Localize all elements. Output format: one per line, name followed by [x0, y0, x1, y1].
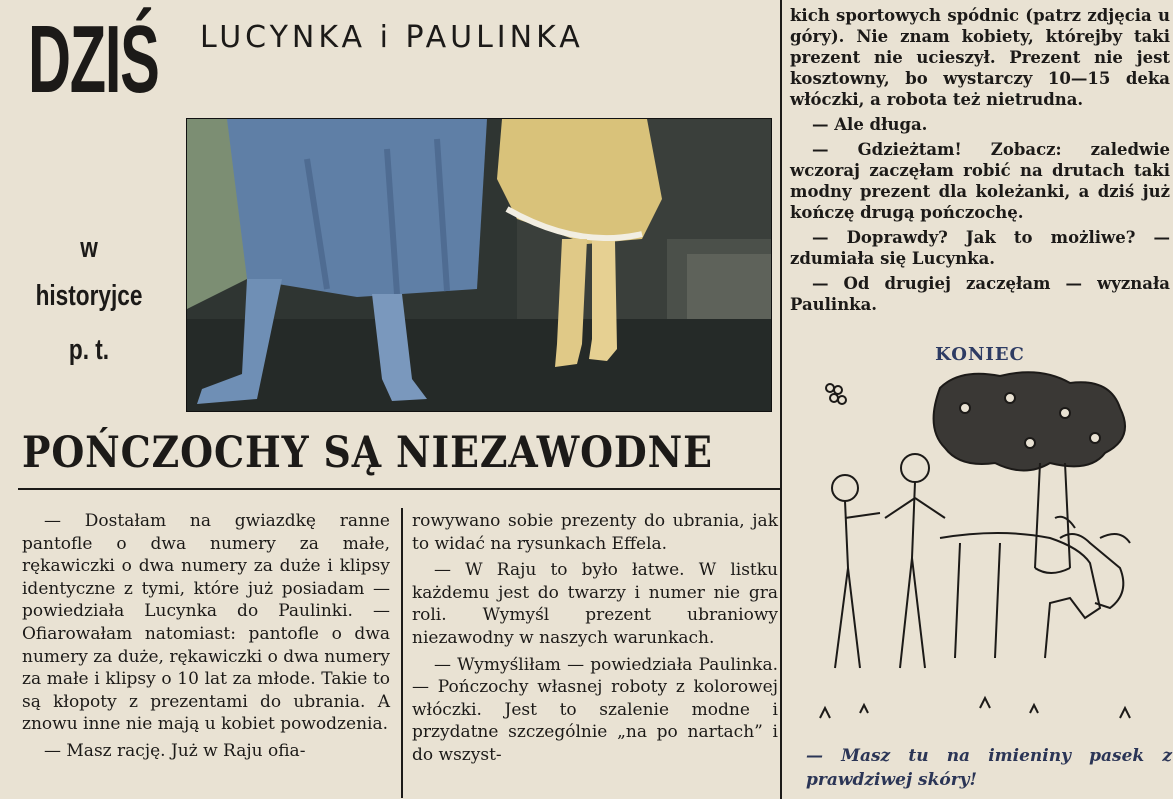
stockings-photo	[186, 118, 772, 412]
eden-cartoon-drawing	[800, 368, 1172, 738]
stockings-photo-illustration	[187, 119, 772, 412]
cartoon-caption: — Masz tu na imieniny pasek z prawdziwej skóry!	[806, 746, 1172, 790]
article-column-1	[22, 510, 390, 767]
masthead-pt: p. t.	[68, 334, 110, 366]
article-paragraph: — Masz rację. Już w Raju ofia-	[44, 740, 306, 761]
headline: POŃCZOCHY SĄ NIEZAWODNE	[22, 428, 713, 478]
article-paragraph: rowywano sobie prezenty do ubrania, jak to widać na rysunkach Effela.	[412, 511, 778, 554]
masthead-dzis: DZIŚ	[28, 6, 159, 113]
article-paragraph: — Od drugiej zaczęłam — wyznała Paulinka.	[790, 274, 1170, 314]
masthead-historyjce: historyjce	[35, 280, 143, 312]
column-rule-middle	[401, 508, 403, 798]
article-paragraph: — Ale długa.	[812, 115, 928, 134]
article-paragraph: — Wymyśliłam — powiedziała Paulinka. — Pończochy własnej roboty z kolorowej włóczki. Jest to szalenie modne i przydatne szczególnie „na po nartach” i do wszyst-	[412, 654, 778, 765]
article-paragraph: — Gdzieżtam! Zobacz: zaledwie wczoraj zaczęłam robić na drutach taki modny prezent dla koleżanki, a dziś już kończę drugą pończochę.	[790, 140, 1170, 222]
article-column-2	[412, 510, 778, 771]
series-title: LUCYNKA i PAULINKA	[200, 20, 584, 55]
article-column-3	[790, 5, 1170, 319]
masthead-w: w	[80, 232, 98, 264]
article-paragraph: — Dostałam na gwiazdkę ranne pantofle o dwa numery za małe, rękawiczki o dwa numery za duże i klipsy identyczne z tymi, które już posiadam — powiedziała Lucynka do Paulinki. — Ofiarowałam natomiast: pantofle o dwa numery za duże, rękawiczki o dwa numery za małe i klipsy o 10 lat za młode. Takie to są kłopoty z prezentami do ubrania. A znowu inne nie mają u kobiet powodzenia.	[22, 511, 391, 735]
koniec-label: KONIEC	[935, 344, 1025, 365]
column-rule-left	[780, 0, 782, 799]
headline-rule	[18, 488, 780, 490]
article-paragraph: kich sportowych spódnic (patrz zdjęcia u góry). Nie znam kobiety, którejby taki prezent nie ucieszył. Prezent nie jest kosztowny, bo wystarczy 10—15 deka włóczki, a robota też nietrudna.	[790, 6, 1170, 109]
article-paragraph: — W Raju to było łatwe. W listku każdemu jest do twarzy i numer nie gra roli. Wymyśl prezent ubraniowy niezawodny w naszych warunkach.	[412, 560, 778, 648]
article-paragraph: — Doprawdy? Jak to możliwe? — zdumiała się Lucynka.	[790, 228, 1170, 268]
